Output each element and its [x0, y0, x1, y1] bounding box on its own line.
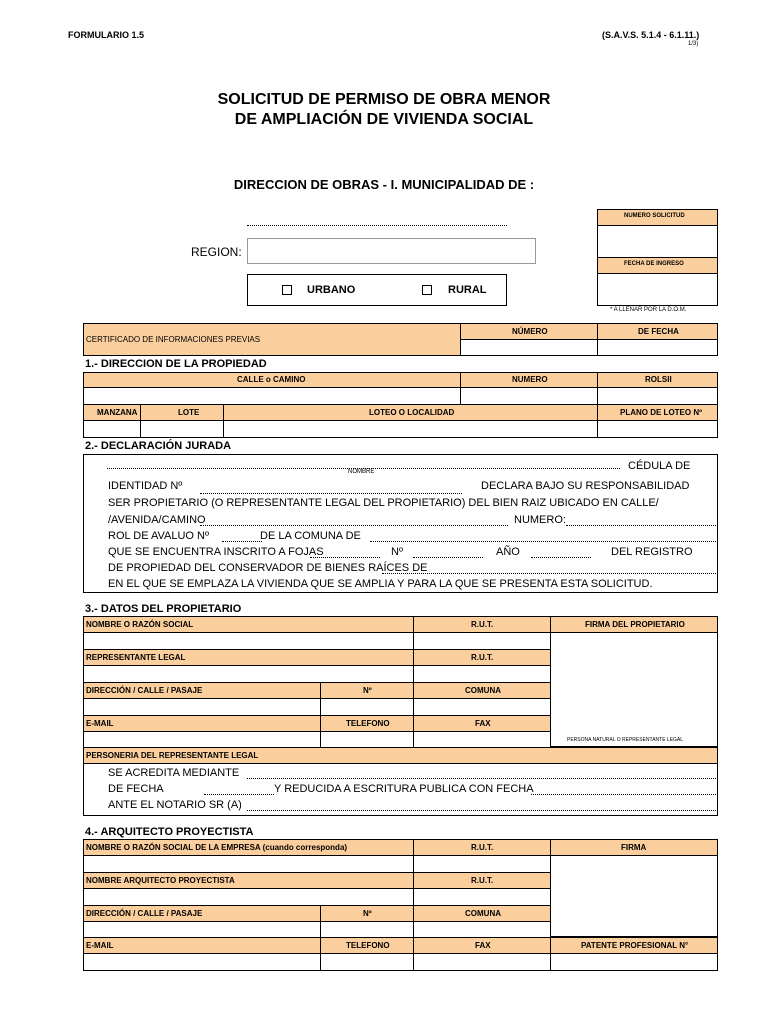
- a-n-field[interactable]: [320, 921, 414, 938]
- fecha-ingreso-header: [597, 257, 718, 274]
- p-tel-header: [320, 715, 414, 732]
- a-fax-label: FAX: [475, 941, 491, 950]
- a-firma-field[interactable]: [550, 855, 718, 937]
- page-number: 1/3): [688, 41, 699, 47]
- avenida-label: /AVENIDA/CAMINO: [108, 514, 206, 526]
- numero-field[interactable]: [460, 387, 598, 405]
- p-dir-label: DIRECCIÓN / CALLE / PASAJE: [86, 686, 203, 695]
- a-n-header: [320, 905, 414, 922]
- p-firma-label: FIRMA DEL PROPIETARIO: [585, 620, 685, 629]
- p-rut2-header: [413, 649, 551, 666]
- a-fax-header: [413, 937, 551, 954]
- p-nombre-label: NOMBRE O RAZÓN SOCIAL: [86, 620, 194, 629]
- calle-header: [83, 372, 461, 388]
- numero-header: [460, 372, 598, 388]
- region-input[interactable]: [247, 238, 536, 264]
- fecha-ingreso-label: FECHA DE INGRESO: [624, 261, 684, 267]
- cip-fecha-header: [597, 323, 718, 340]
- p-persona-caption: PERSONA NATURAL O REPRESENTANTE LEGAL: [567, 737, 684, 743]
- a-dir-header: [83, 905, 321, 922]
- comuna-label: DE LA COMUNA DE: [260, 530, 361, 542]
- a-fax-field[interactable]: [413, 953, 551, 971]
- a-email-field[interactable]: [83, 953, 321, 971]
- a-empresa-header: [83, 839, 414, 856]
- rol-label: ROL DE AVALUO Nº: [108, 530, 210, 542]
- a-tel-field[interactable]: [320, 953, 414, 971]
- numero-solicitud-field[interactable]: [597, 225, 718, 258]
- a-arq-label: NOMBRE ARQUITECTO PROYECTISTA: [86, 876, 235, 885]
- lote-label: LOTE: [178, 408, 200, 417]
- rolsii-field[interactable]: [597, 387, 718, 405]
- loteo-label: LOTEO O LOCALIDAD: [369, 408, 455, 417]
- page-subtitle: DIRECCION DE OBRAS - I. MUNICIPALIDAD DE :: [233, 177, 535, 192]
- a-rut2-field[interactable]: [413, 888, 551, 906]
- a-empresa-field[interactable]: [83, 855, 414, 873]
- anio-field[interactable]: [531, 557, 591, 558]
- numero2-label: NUMERO:: [514, 514, 566, 526]
- p-dir-field[interactable]: [83, 698, 321, 716]
- final-text: EN EL QUE SE EMPLAZA LA VIVIENDA QUE SE AMPLIA Y PARA LA QUE SE PRESENTA ESTA SOLICITUD.: [108, 578, 653, 590]
- cip-label: CERTIFICADO DE INFORMACIONES PREVIAS: [86, 335, 261, 344]
- page-title: SOLICITUD DE PERMISO DE OBRA MENOR: [217, 91, 551, 108]
- p-rep-label: REPRESENTANTE LEGAL: [86, 653, 186, 662]
- a-empresa-label: NOMBRE O RAZÓN SOCIAL DE LA EMPRESA (cuando corresponda): [86, 843, 348, 852]
- a-firma-header: [550, 839, 718, 856]
- identidad-label: IDENTIDAD Nº: [108, 480, 183, 492]
- a-rut-header: [413, 839, 551, 856]
- cip-header: [83, 323, 461, 356]
- loteo-field[interactable]: [223, 420, 598, 438]
- acredita-label: SE ACREDITA MEDIANTE: [108, 767, 240, 779]
- a-arq-field[interactable]: [83, 888, 414, 906]
- conservador-label: DE PROPIEDAD DEL CONSERVADOR DE BIENES RAÍCES DE: [108, 562, 428, 574]
- p-fax-header: [413, 715, 551, 732]
- p-email-header: [83, 715, 321, 732]
- a-rut2-label: R.U.T.: [471, 876, 494, 885]
- section-1-title: 1.- DIRECCION DE LA PROPIEDAD: [85, 358, 267, 370]
- municipality-field[interactable]: [247, 225, 507, 226]
- p-n-label: Nº: [363, 686, 372, 695]
- a-arq-header: [83, 872, 414, 889]
- section-2-title: 2.- DECLARACIÓN JURADA: [85, 440, 232, 452]
- urbano-label: URBANO: [307, 284, 356, 296]
- p-fax-label: FAX: [475, 719, 491, 728]
- a-dir-label: DIRECCIÓN / CALLE / PASAJE: [86, 909, 203, 918]
- p-comuna-header: [413, 682, 551, 699]
- numero-label: NUMERO: [512, 375, 548, 384]
- p-comuna-field[interactable]: [413, 698, 551, 716]
- avenida-field[interactable]: [200, 525, 508, 526]
- identidad-field[interactable]: [200, 493, 462, 494]
- plano-label: PLANO DE LOTEO Nº: [620, 408, 703, 417]
- p-rut2-field[interactable]: [413, 665, 551, 683]
- p-rep-field[interactable]: [83, 665, 414, 683]
- p-nombre-header: [83, 616, 414, 633]
- dom-note: * A LLENAR POR LA D.O.M.: [610, 307, 687, 313]
- numero-solicitud-label: NUMERO SOLICITUD: [624, 213, 685, 219]
- n-field[interactable]: [413, 557, 483, 558]
- p-n-header: [320, 682, 414, 699]
- lote-header: [140, 404, 224, 421]
- calle-field[interactable]: [83, 387, 461, 405]
- a-rut-field[interactable]: [413, 855, 551, 873]
- lote-field[interactable]: [140, 420, 224, 438]
- p-firma-field[interactable]: [550, 632, 718, 747]
- cip-numero-header: [460, 323, 598, 340]
- p-email-field[interactable]: [83, 731, 321, 748]
- manzana-label: MANZANA: [97, 408, 138, 417]
- a-dir-field[interactable]: [83, 921, 321, 938]
- a-patente-header: [550, 937, 718, 954]
- a-comuna-label: COMUNA: [465, 909, 501, 918]
- numero2-field[interactable]: [566, 525, 716, 526]
- conservador-field[interactable]: [382, 573, 716, 574]
- a-tel-header: [320, 937, 414, 954]
- rolsii-label: ROLSII: [645, 375, 672, 384]
- section-3-title: 3.- DATOS DEL PROPIETARIO: [85, 603, 242, 615]
- p-n-field[interactable]: [320, 698, 414, 716]
- loteo-header: [223, 404, 598, 421]
- p-dir-header: [83, 682, 321, 699]
- a-email-label: E-MAIL: [86, 941, 114, 950]
- a-rut2-header: [413, 872, 551, 889]
- calle-label: CALLE o CAMINO: [237, 375, 306, 384]
- personeria-header: [83, 747, 718, 764]
- p-tel-label: TELEFONO: [346, 719, 390, 728]
- p-rut-header: [413, 616, 551, 633]
- p-rep-header: [83, 649, 414, 666]
- registro-label: DEL REGISTRO: [611, 546, 693, 558]
- declara-label: DECLARA BAJO SU RESPONSABILIDAD: [481, 480, 690, 492]
- cip-numero-field[interactable]: [460, 339, 598, 356]
- personeria-label: PERSONERIA DEL REPRESENTANTE LEGAL: [86, 751, 259, 760]
- comuna-field[interactable]: [370, 541, 716, 542]
- a-n-label: Nº: [363, 909, 372, 918]
- p-rut-field[interactable]: [413, 632, 551, 650]
- plano-header: [597, 404, 718, 421]
- urbano-checkbox[interactable]: [282, 285, 292, 295]
- manzana-header: [83, 404, 141, 421]
- a-firma-label: FIRMA: [621, 843, 647, 852]
- cedula-label: CÉDULA DE: [628, 460, 691, 472]
- p-tel-field[interactable]: [320, 731, 414, 748]
- cip-fecha-field[interactable]: [597, 339, 718, 356]
- fecha-ingreso-field[interactable]: [597, 273, 718, 306]
- p-comuna-label: COMUNA: [465, 686, 501, 695]
- notario-field[interactable]: [247, 810, 716, 811]
- p-nombre-field[interactable]: [83, 632, 414, 650]
- section-4-title: 4.- ARQUITECTO PROYECTISTA: [85, 826, 254, 838]
- p-email-label: E-MAIL: [86, 719, 114, 728]
- plano-field[interactable]: [597, 420, 718, 438]
- cip-numero-label: NÚMERO: [512, 327, 548, 336]
- p-rut2-label: R.U.T.: [471, 653, 494, 662]
- reducida-label: Y REDUCIDA A ESCRITURA PUBLICA CON FECHA: [274, 783, 534, 795]
- acredita-field[interactable]: [247, 778, 716, 779]
- rol-field[interactable]: [222, 541, 262, 542]
- n-label: Nº: [391, 546, 403, 558]
- rural-checkbox[interactable]: [422, 285, 432, 295]
- a-patente-field[interactable]: [550, 953, 718, 971]
- fecha-label: DE FECHA: [108, 783, 164, 795]
- fojas-label: QUE SE ENCUENTRA INSCRITO A FOJAS: [108, 546, 324, 558]
- fojas-field[interactable]: [310, 557, 380, 558]
- page-title-line2: DE AMPLIACIÓN DE VIVIENDA SOCIAL: [234, 111, 534, 128]
- form-code: FORMULARIO 1.5: [68, 30, 145, 40]
- p-rut-label: R.U.T.: [471, 620, 494, 629]
- rolsii-header: [597, 372, 718, 388]
- manzana-field[interactable]: [83, 420, 141, 438]
- numero-solicitud-header: [597, 209, 718, 226]
- a-comuna-header: [413, 905, 551, 922]
- a-email-header: [83, 937, 321, 954]
- region-label: REGION:: [191, 245, 242, 259]
- fecha-field[interactable]: [204, 794, 274, 795]
- a-tel-label: TELEFONO: [346, 941, 390, 950]
- notario-label: ANTE EL NOTARIO SR (A): [108, 799, 242, 811]
- a-comuna-field[interactable]: [413, 921, 551, 938]
- ser-label: SER PROPIETARIO (O REPRESENTANTE LEGAL DEL PROPIETARIO) DEL BIEN RAIZ UBICADO EN CALLE/: [108, 497, 659, 509]
- a-rut-label: R.U.T.: [471, 843, 494, 852]
- anio-label: AÑO: [496, 546, 520, 558]
- a-patente-label: PATENTE PROFESIONAL N°: [581, 941, 689, 950]
- p-firma-header: [550, 616, 718, 633]
- rural-label: RURAL: [448, 284, 487, 296]
- ref-code: (S.A.V.S. 5.1.4 - 6.1.11.): [602, 30, 700, 40]
- p-fax-field[interactable]: [413, 731, 551, 748]
- reducida-field[interactable]: [531, 794, 716, 795]
- cip-fecha-label: DE FECHA: [638, 327, 679, 336]
- nombre-caption: NOMBRE: [348, 469, 375, 475]
